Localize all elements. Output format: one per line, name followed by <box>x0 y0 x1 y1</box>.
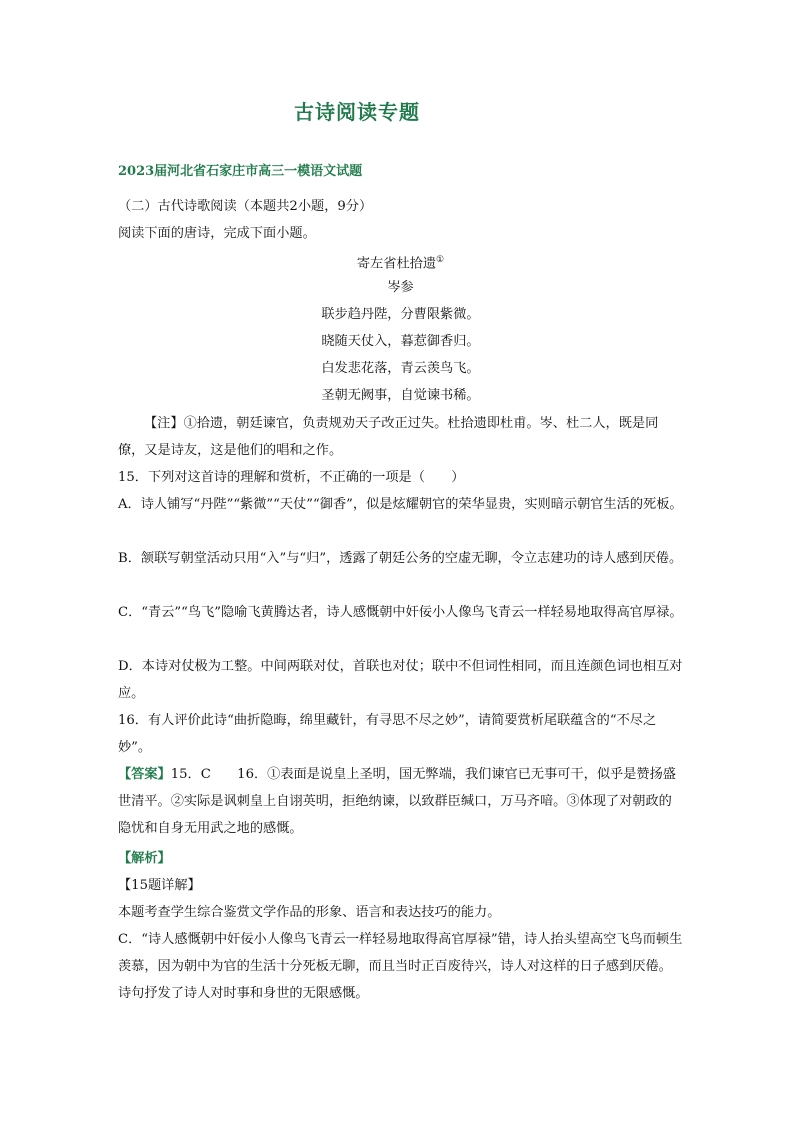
poem-line-3: 白发悲花落，青云羡鸟飞。 <box>321 361 480 376</box>
answer-block <box>118 761 683 842</box>
analysis-intro: 本题考查学生综合鉴赏文学作品的形象、语言和表达技巧的能力。 <box>118 905 501 920</box>
section-heading: （二）古代诗歌阅读（本题共2小题，9分） <box>118 199 373 214</box>
analysis-label: 【解析】 <box>118 851 171 866</box>
poem-line-1: 联步趋丹陛，分曹限紫微。 <box>321 307 480 322</box>
answer-label: 【答案】 <box>118 767 171 782</box>
note-label: 【注】 <box>144 416 184 431</box>
question-15-option-c: C．“青云”“鸟飞”隐喻飞黄腾达者，诗人感慨朝中奸佞小人像鸟飞青云一样轻易地取得高官厚禄。 <box>118 605 683 620</box>
poem-title: 寄左省杜拾遗 <box>356 256 437 272</box>
analysis-sub-label: 【15题详解】 <box>118 878 201 893</box>
poem-author: 岑参 <box>387 280 414 295</box>
poem-line-2: 晓随天仗入，暮惹御香归。 <box>321 334 480 349</box>
instruction-text: 阅读下面的唐诗，完成下面小题。 <box>118 226 316 241</box>
analysis-detail: C．“诗人感慨朝中奸佞小人像鸟飞青云一样轻易地取得高官厚禄”错，诗人抬头望高空飞鸟而顿生羡慕，因为朝中为官的生活十分死板无聊，而且当时正百废待兴，诗人对这样的日子感到厌倦。诗句抒发了诗人对时事和身世的无限感慨。 <box>118 932 683 1001</box>
answer-text: 15．C 16．①表面是说皇上圣明，国无弊端，我们谏官已无事可干，似乎是赞扬盛世清平。②实际是讽刺皇上自诩英明，拒绝纳谏，以致群臣缄口，万马齐喑。③体现了对朝政的隐忧和自身无用武之地的感慨。 <box>118 767 676 836</box>
question-15-option-b: B．颔联写朝堂活动只用“入”与“归”，透露了朝廷公务的空虚无聊，令立志建功的诗人感到厌倦。 <box>118 551 683 566</box>
poem-note-mark: ① <box>436 255 445 265</box>
question-16-stem: 16．有人评价此诗“曲折隐晦，绵里藏针，有寻思不尽之妙”，请简要赏析尾联蕴含的“不尽之妙”。 <box>118 713 657 755</box>
poem-note <box>118 410 683 464</box>
question-15-option-a: A．诗人铺写“丹陛”“紫微”“天仗”“御香”，似是炫耀朝官的荣华显贵，实则暗示朝官生活的死板。 <box>118 497 683 512</box>
note-text: ①拾遗，朝廷谏官，负责规劝天子改正过失。杜拾遗即杜甫。岑、杜二人，既是同僚，又是诗友，这是他们的唱和之作。 <box>118 416 659 458</box>
page-title: 古诗阅读专题 <box>294 100 420 124</box>
poem-line-4: 圣朝无阙事，自觉谏书稀。 <box>321 388 480 403</box>
poem-title-line <box>118 247 683 277</box>
question-15-option-d: D．本诗对仗极为工整。中间两联对仗，首联也对仗；联中不但词性相同，而且连颜色词也相互对应。 <box>118 659 683 701</box>
question-15-stem: 15．下列对这首诗的理解和赏析，不正确的一项是（ ） <box>118 470 465 485</box>
exam-title: 2023届河北省石家庄市高三一模语文试题 <box>118 164 363 179</box>
